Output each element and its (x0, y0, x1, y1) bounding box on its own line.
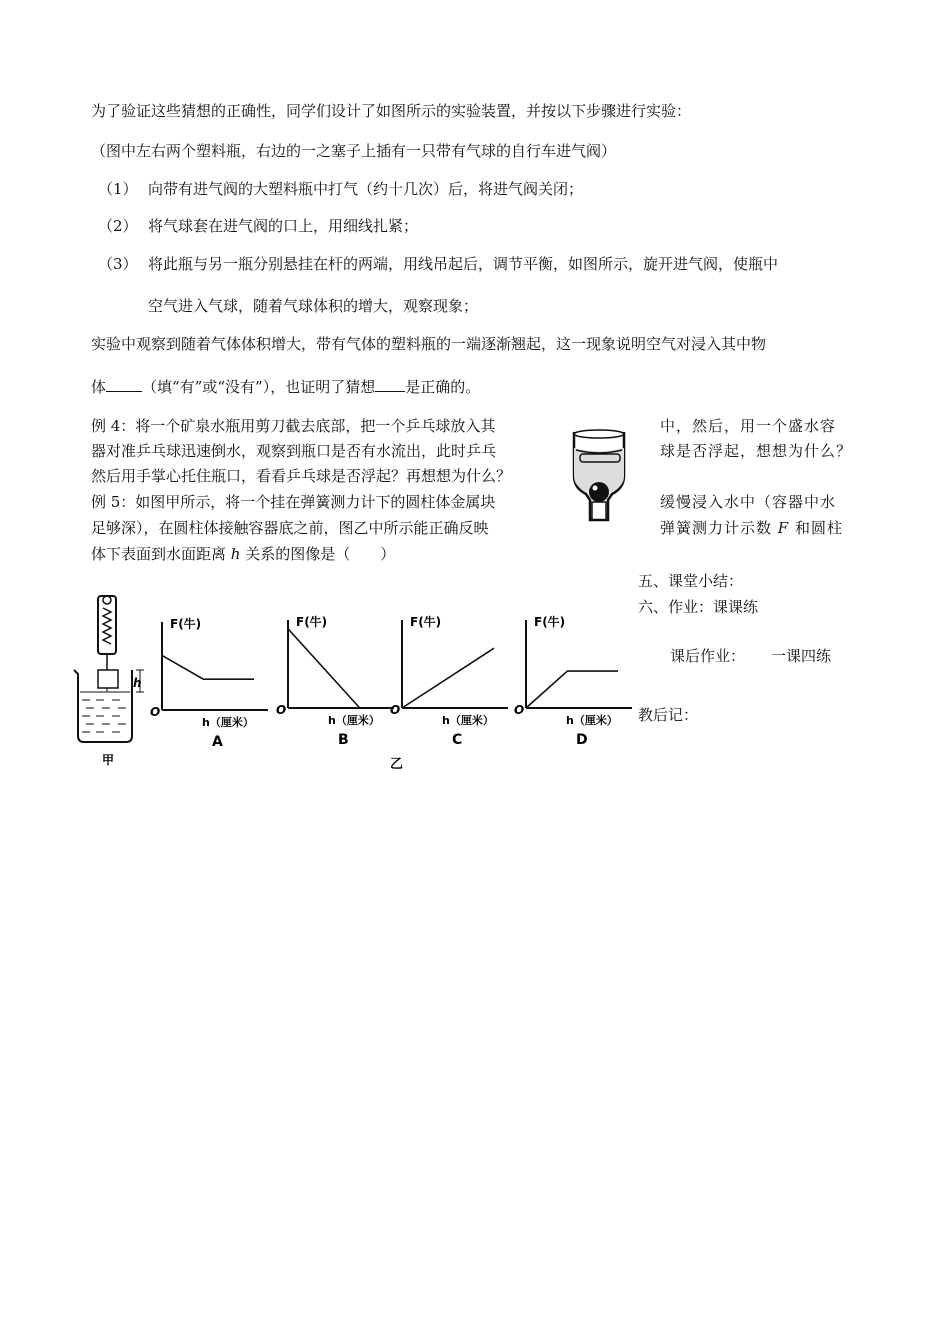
step-2-num: （2） (98, 217, 138, 235)
answer-blank-1[interactable] (106, 377, 142, 392)
ex5-line2: 足够深），在圆柱体接触容器底之前，图乙中所示能正确反映 (91, 519, 489, 537)
section-summary: 五、课堂小结： (638, 572, 744, 590)
obs-part1: 体 (91, 378, 107, 396)
ex5-line3-b: 关系的图像是（ ） (240, 545, 396, 563)
ex5-right-line1: 缓慢浸入水中（容器中水 (660, 493, 837, 511)
graph-d-xlabel: h（厘米） (566, 714, 618, 727)
observation-line2 (91, 377, 480, 397)
graph-b-xlabel: h（厘米） (328, 714, 380, 727)
obs-part3: 是正确的。 (405, 378, 481, 396)
graph-d-ylabel: F(牛) (534, 615, 566, 629)
section-reflection: 教后记： (638, 706, 699, 724)
graph-c-label: C (452, 732, 463, 748)
graph-a-origin: O (150, 705, 161, 719)
graphs-figure (150, 600, 620, 790)
graph-c-xlabel: h（厘米） (442, 714, 494, 727)
answer-blank-2[interactable] (375, 377, 405, 392)
graph-d-label: D (576, 732, 588, 748)
ex5-line1: 例 5：如图甲所示，将一个挂在弹簧测力计下的圆柱体金属块 (91, 493, 496, 511)
bottle-pingpong-figure (568, 428, 632, 524)
graph-a-line (162, 655, 254, 679)
step-1-num: （1） (98, 180, 138, 198)
graph-a-label: A (212, 734, 223, 750)
obs-part2: （填“有”或“没有”），也证明了猜想 (142, 378, 376, 396)
spring-balance-figure (70, 592, 150, 772)
ex4-line1: 例 4：将一个矿泉水瓶用剪刀截去底部，把一个乒乓球放入其 (91, 417, 496, 435)
graph-d-origin: O (514, 703, 525, 717)
ex5-var-f: F (777, 519, 790, 537)
after-class-label: 课后作业： (670, 647, 746, 665)
fig-jia-label: 甲 (102, 753, 115, 767)
step-3-text: 将此瓶与另一瓶分别悬挂在杆的两端，用线吊起后，调节平衡，如图所示，旋开进气阀，使瓶中 (148, 255, 779, 273)
ex5-line3 (91, 544, 395, 564)
graph-b-origin: O (276, 703, 287, 717)
ex5-var-h: h (230, 545, 241, 563)
intro-text: 为了验证这些猜想的正确性，同学们设计了如图所示的实验装置，并按以下步骤进行实验： (91, 102, 692, 120)
graph-b-label: B (338, 732, 349, 748)
graph-c-line (402, 648, 494, 708)
ex4-line3: 然后用手掌心托住瓶口，看看乒乓球是否浮起？再想想为什么？ (91, 467, 512, 485)
after-class-value: 一课四练 (771, 647, 832, 665)
step-2-text: 将气球套在进气阀的口上，用细线扎紧； (148, 217, 419, 235)
graph-b-ylabel: F(牛) (296, 615, 328, 629)
ex5-right-line2 (660, 518, 843, 538)
section-homework: 六、作业：课课练 (638, 598, 759, 616)
graph-c-ylabel: F(牛) (410, 615, 442, 629)
h-label: h (133, 676, 142, 690)
step-3-continued: 空气进入气球，随着气球体积的增大，观察现象； (148, 297, 479, 315)
step-1-text: 向带有进气阀的大塑料瓶中打气（约十几次）后，将进气阀关闭； (148, 180, 584, 198)
ex4-right-line1: 中，然后，用一个盛水容 (660, 417, 837, 435)
observation-text: 实验中观察到随着气体体积增大，带有气体的塑料瓶的一端逐渐翘起，这一现象说明空气对浸入其中物 (91, 335, 767, 353)
step-3-num: （3） (98, 255, 138, 273)
ex4-right-line2: 球是否浮起，想想为什么？ (660, 442, 853, 460)
graph-c-origin: O (390, 703, 401, 717)
ex5-right2-b: 和圆柱 (789, 519, 843, 537)
graph-a-ylabel: F(牛) (170, 617, 202, 631)
ex5-right2-a: 弹簧测力计示数 (660, 519, 778, 537)
ex4-line2: 器对准乒乓球迅速倒水，观察到瓶口是否有水流出，此时乒乓 (91, 442, 497, 460)
graph-d-line (526, 671, 618, 708)
graph-b-line (288, 629, 360, 708)
note-text: （图中左右两个塑料瓶，右边的一之塞子上插有一只带有气球的自行车进气阀） (91, 142, 617, 160)
ex5-line3-a: 体下表面到水面距离 (91, 545, 231, 563)
fig-yi-label: 乙 (390, 757, 404, 772)
graph-a-xlabel: h（厘米） (202, 716, 254, 729)
